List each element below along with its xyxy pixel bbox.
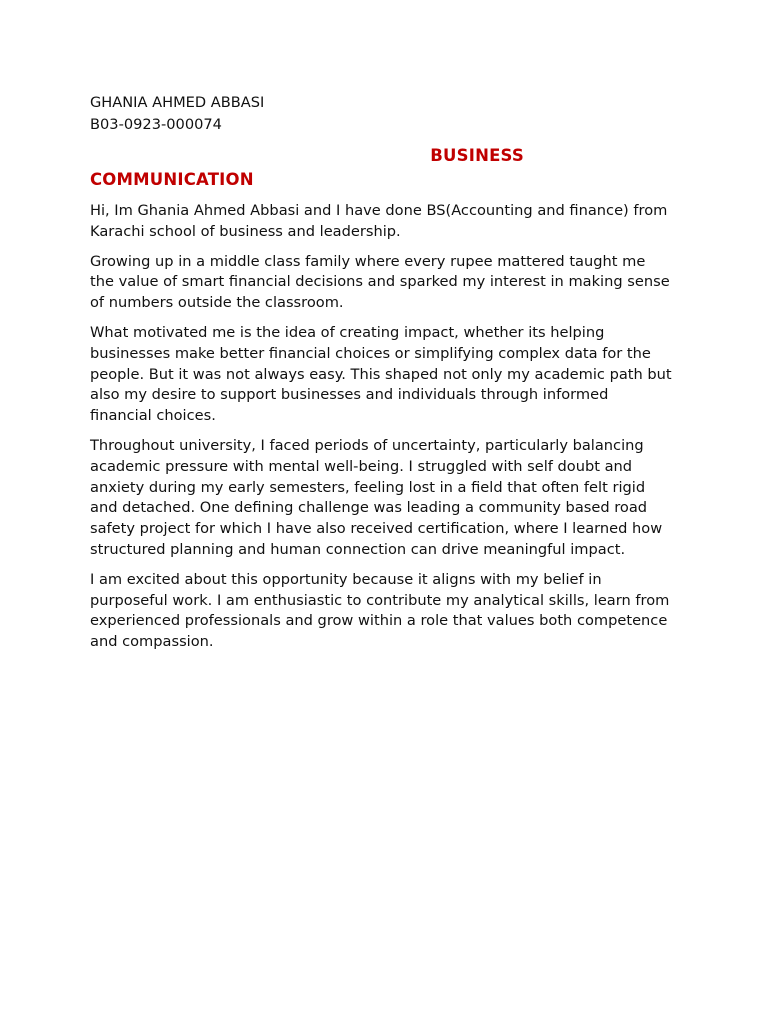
student-id: B03-0923-000074: [90, 116, 222, 133]
document-title-line-1: BUSINESS: [430, 146, 524, 165]
paragraph-introduction: Hi, Im Ghania Ahmed Abbasi and I have done BS(Accounting and finance) from Karachi school of business and leadership.: [90, 202, 668, 240]
author-name: GHANIA AHMED ABBASI: [90, 94, 265, 111]
paragraph-background: Growing up in a middle class family where every rupee mattered taught me the value of smart financial decisions and sparked my interest in making sense of numbers outside the classroom.: [90, 252, 670, 312]
paragraph-challenges: Throughout university, I faced periods of uncertainty, particularly balancing academic pressure with mental well-being. I struggled with self doubt and anxiety during my early semesters, feeling lost in a field that often felt rigid and detached. One defining challenge was leading a community based road safety project for which I have also received certification, where I learned how structured planning and human connection can drive meaningful impact.: [90, 436, 663, 558]
paragraph-closing: I am excited about this opportunity because it aligns with my belief in purposeful work. I am enthusiastic to contribute my analytical skills, learn from experienced professionals and grow within a role that values both competence and compassion.: [90, 570, 670, 651]
document-title-line-2: COMMUNICATION: [90, 170, 254, 189]
document-body: [90, 92, 672, 653]
paragraph-motivation: What motivated me is the idea of creating impact, whether its helping businesses make better financial choices or simplifying complex data for the people. But it was not always easy. This shaped not only my academic path but also my desire to support businesses and individuals through informed financial choices.: [90, 323, 672, 425]
